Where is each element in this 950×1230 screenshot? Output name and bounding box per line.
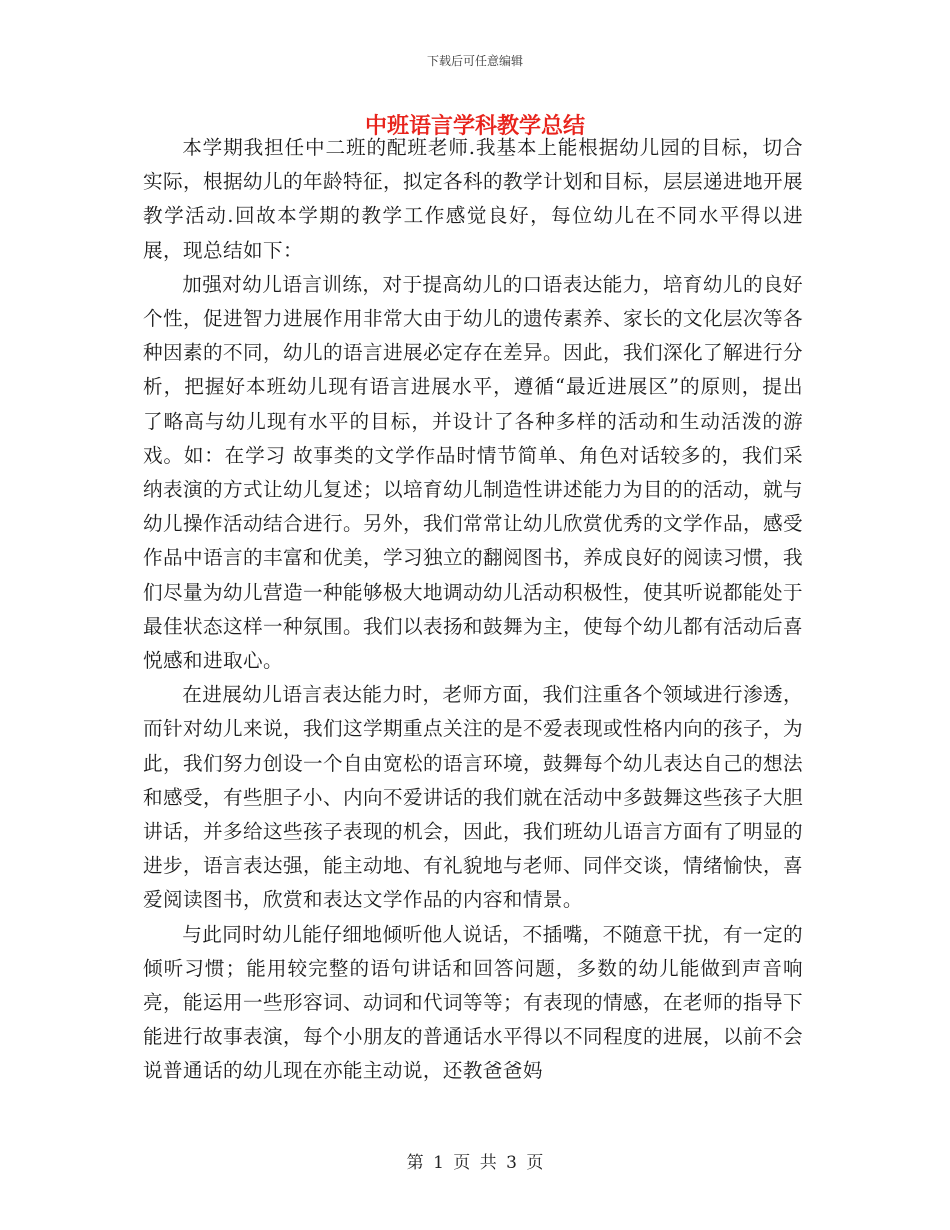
document-title: 中班语言学科教学总结: [364, 113, 585, 139]
paragraph-1: 本学期我担任中二班的配班老师.我基本上能根据幼儿园的目标，切合实际，根据幼儿的年龄特征，拟定各科的教学计划和目标，层层递进地开展教学活动.回故本学期的教学工作感觉良好，每位幼儿在不同水平得以进展，现总结如下：: [143, 136, 803, 262]
paragraph-3: 在进展幼儿语言表达能力时，老师方面，我们注重各个领域进行渗透，而针对幼儿来说，我们这学期重点关注的是不爱表现或性格内向的孩子，为此，我们努力创设一个自由宽松的语言环境，鼓舞每个幼儿表达自己的想法和感受，有些胆子小、内向不爱讲话的我们就在活动中多鼓舞这些孩子大胆讲话，并多给这些孩子表现的机会，因此，我们班幼儿语言方面有了明显的进步，语言表达强，能主动地、有礼貌地与老师、同伴交谈，情绪愉快，喜爱阅读图书，欣赏和表达文学作品的内容和情景。: [143, 683, 803, 912]
paragraph-2: 加强对幼儿语言训练，对于提高幼儿的口语表达能力，培育幼儿的良好个性，促进智力进展作用非常大由于幼儿的遗传素养、家长的文化层次等各种因素的不同，幼儿的语言进展必定存在差异。因此，我们深化了解进行分析，把握好本班幼儿现有语言进展水平，遵循“最近进展区”的原则，提出了略高与幼儿现有水平的目标，并设计了各种多样的活动和生动活泼的游戏。如：在学习 故事类的文学作品时情节简单、角色对话较多的，我们采纳表演的方式让幼儿复述；以培育幼儿制造性讲述能力为目的的活动，就与幼儿操作活动结合进行。另外，我们常常让幼儿欣赏优秀的文学作品，感受作品中语言的丰富和优美，学习独立的翻阅图书，养成良好的阅读习惯，我们尽量为幼儿营造一种能够极大地调动幼儿活动积极性，使其听说都能处于最佳状态这样一种氛围。我们以表扬和鼓舞为主，使每个幼儿都有活动后喜悦感和进取心。: [143, 272, 803, 673]
page-header-note: 下载后可任意编辑: [426, 54, 523, 68]
document-body: [143, 131, 803, 1089]
paragraph-4: 与此同时幼儿能仔细地倾听他人说话，不插嘴，不随意干扰，有一定的倾听习惯；能用较完整的语句讲话和回答问题，多数的幼儿能做到声音响亮，能运用一些形容词、动词和代词等等；有表现的情感，在老师的指导下能进行故事表演，每个小朋友的普通话水平得以不同程度的进展，以前不会说普通话的幼儿现在亦能主动说，还教爸爸妈: [143, 922, 803, 1083]
page-number-footer: 第 1 页 共 3 页: [406, 1153, 544, 1173]
